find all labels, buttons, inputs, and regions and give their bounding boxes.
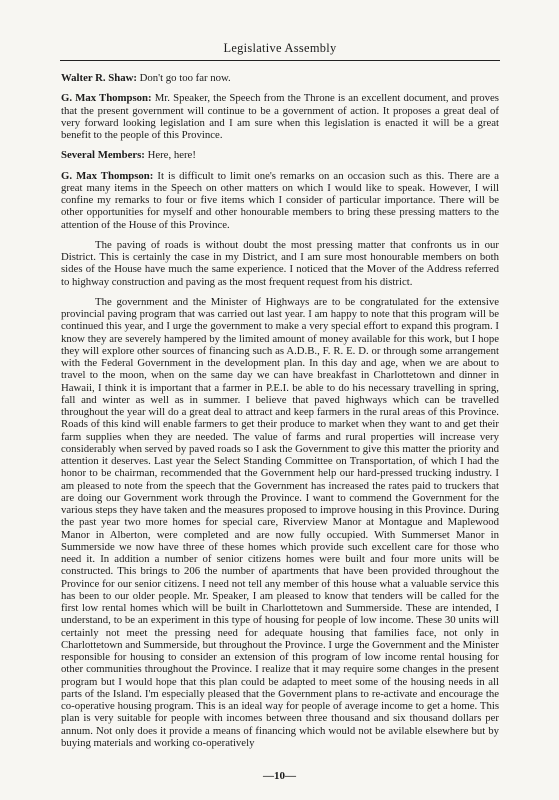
speech-text: Here, here! xyxy=(144,149,196,162)
page-header-title: Legislative Assembly xyxy=(223,41,337,55)
transcript-body xyxy=(61,72,499,757)
exchange-shaw xyxy=(61,72,499,84)
speaker-name: G. Max Thompson: xyxy=(61,92,152,105)
page-number: —10— xyxy=(263,770,296,782)
paragraph-road-paving: The paving of roads is without doubt the most pressing matter that confronts us in our District. This is certainly the case in my District, and I am sure most honourable members on both sides of the House have much the same experience. I noticed that the Mover of the Address referred to highway construction and paving as the most frequent request from his district. xyxy=(61,238,499,288)
speech-text: It is difficult to limit one's remarks on an occasion such as this. There are a great many items in the Speech on other matters on which I would like to speak. However, I will confine my remarks to four or five items which I consider of particular importance. There will be other opportunities for myself and other honourable members to bring these pressing matters to the attention of the House of this Province. xyxy=(61,169,499,231)
speaker-name: Walter R. Shaw: xyxy=(61,72,137,84)
speech-text: Don't go too far now. xyxy=(136,72,231,84)
exchange-thompson-2 xyxy=(61,170,499,231)
speaker-name: G. Max Thompson: xyxy=(61,169,154,182)
exchange-thompson-1 xyxy=(61,92,499,141)
paragraph-highways-housing: The government and the Minister of Highways are to be congratulated for the extensive provincial paving program that was carried out last year. I am happy to note that this program will be continued this year, and I urge the government to make a very special effort to expand this program. I know they are severely hampered by the limited amount of money available for this work, but I hope they will explore other sources of financing such as A.D.B., F. R. E. D. or through some arrangement with the Federal Government in the development plan. In this day and age, when we are about to travel to the moon, when on the same day we can have breakfast in Charlottetown and dinner in Hawaii, I think it is important that a farmer in P.E.I. be able to do his necessary travelling in spring, fall and winter as well as in summer. I believe that paved highways which can be travelled throughout the year will do a great deal to attract and keep farmers in the rural areas of this Province. Roads of this kind will enable farmers to get their produce to market when they want to and get their farm supplies when they are needed. The value of farms and rural properties will increase very considerably when served by paved roads so I ask the Government to give this matter the priority and attention it deserves. Last year the Select Standing Committee on Transportation, of which I had the honor to be chairman, recommended that the Government help our hard-pressed trucking industry. I am pleased to note from the speech that the Government has increased the rates paid to truckers that are doing our Government work through the Province. I want to commend the Government for the various steps they have taken and the measures proposed to improve housing in this Province. During the past year two more homes for special care, Riverview Manor at Montague and Maplewood Manor in Alberton, were completed and are now fully occupied. With Summerset Manor in Summerside we now have three of these homes which provide such excellent care for those who need it. In addition a number of senior citizens homes were built and four more units will be constructed. This brings to 206 the number of apartments that have been provided throughout the Province for our senior citizens. I need not tell any member of this house what a valuable service this has been to our older people. Mr. Speaker, I am pleased to know that tenders will be called for the first low rental homes which will be built in Charlottetown and Summerside. These are intended, I understand, to be an experiment in this type of housing for people of low income. These 30 units will certainly not meet the pressing need for adequate housing that families face, not only in Charlottetown and Summerside, but throughout the Province. I urge the Government and the Minister responsible for housing to consider an extension of this program of low income rental housing for other communities throughout the Province. I realize that it may require some changes in the present program but I would hope that this plan could be adapted to meet some of the housing needs in all parts of the Island. I'm especially pleased that the Government plans to re-activate and encourage the co-operative housing program. This is an ideal way for people of average income to get a home. This plan is very suitable for people with incomes between three thousand and six thousand dollars per annum. Not only does it provide a means of financing which would not be avilable elsewhere but by buying materials and working co-operatively xyxy=(61,295,499,749)
speaker-name: Several Members: xyxy=(61,149,145,162)
header-rule xyxy=(60,60,500,61)
speech-text: Mr. Speaker, the Speech from the Throne is an excellent document, and proves that the present government will continue to be a government of action. It proposes a great deal of very forward looking legislation and I am sure when this legislation is enacted it will be a great benefit to the people of this Province. xyxy=(61,92,499,141)
exchange-several-members xyxy=(61,149,499,161)
